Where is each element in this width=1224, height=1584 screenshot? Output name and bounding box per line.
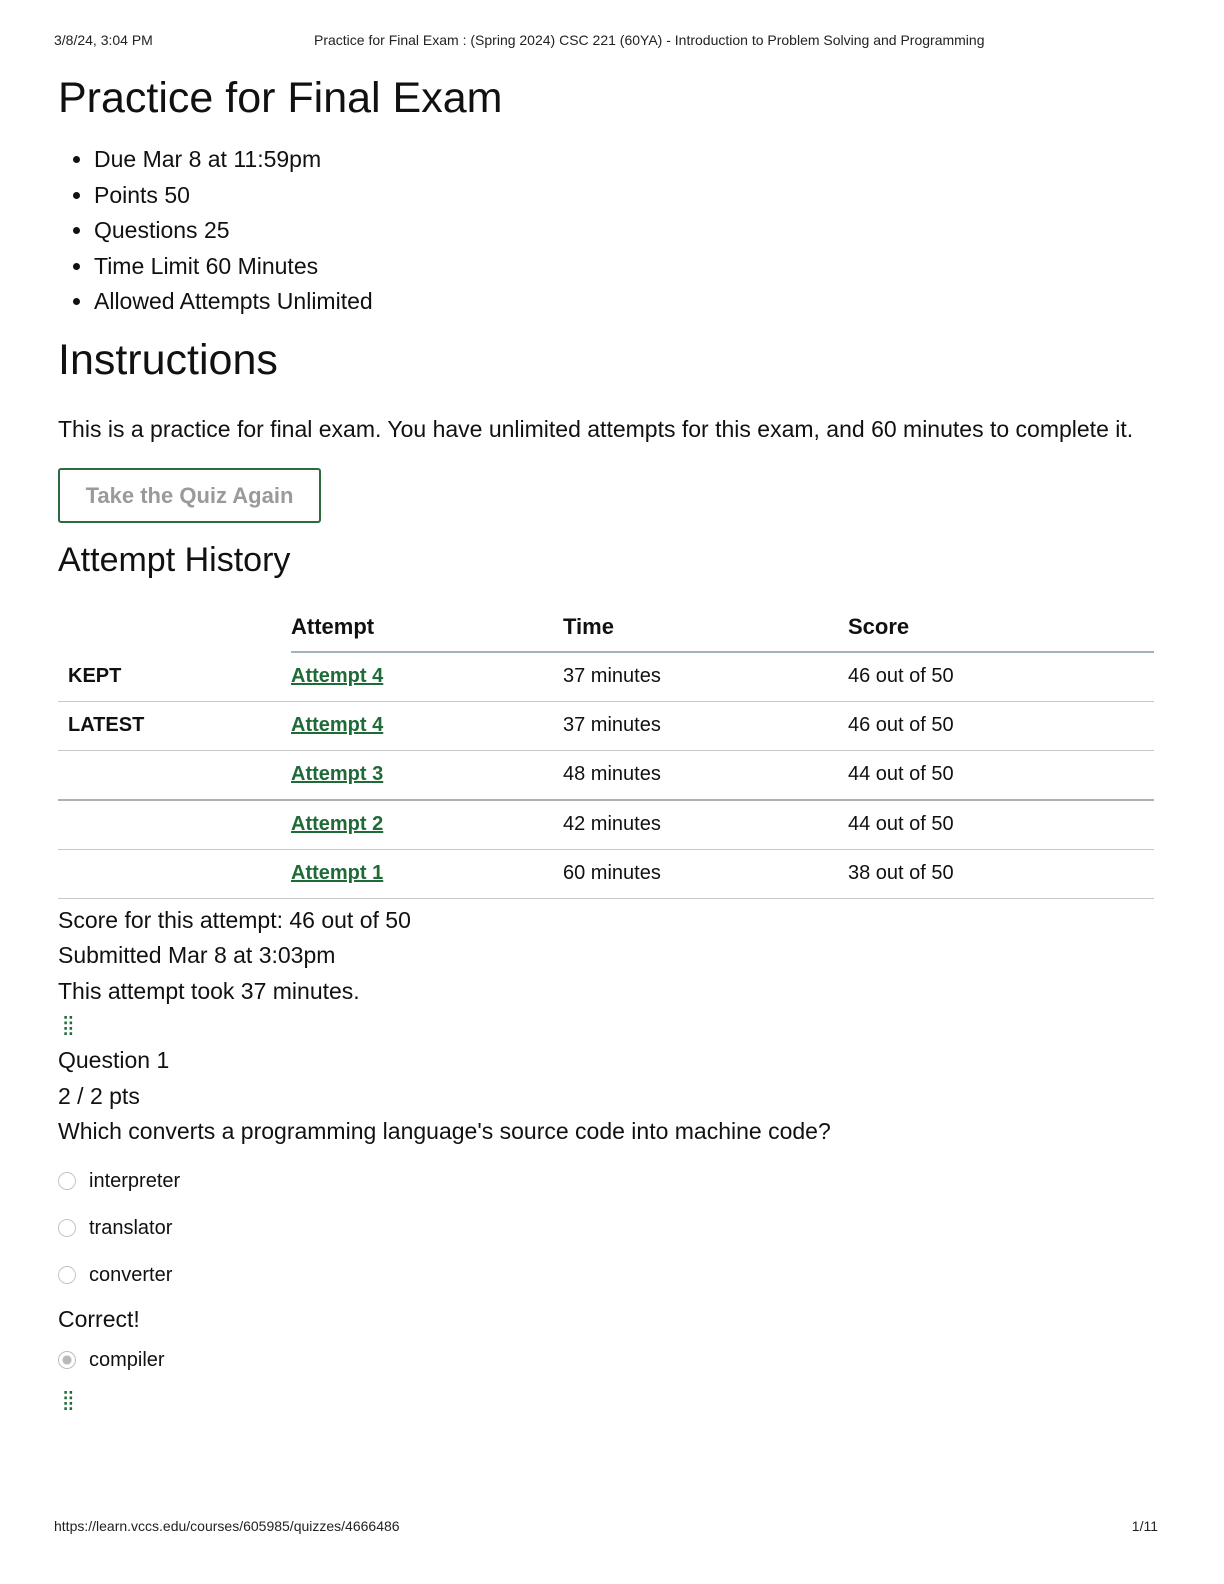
drag-handle-icon[interactable]: ⁞⁞ (62, 1385, 73, 1416)
score-cell: 38 out of 50 (848, 849, 1154, 898)
column-header-attempt: Attempt (291, 603, 563, 652)
attempt-cell (291, 800, 563, 850)
row-label (58, 750, 291, 800)
attempt-link[interactable]: Attempt 3 (291, 763, 384, 785)
question-number: Question 1 (58, 1047, 170, 1073)
table-row (58, 652, 1154, 702)
time-cell: 48 minutes (563, 750, 848, 800)
attempt-cell (291, 750, 563, 800)
print-doc-title: Practice for Final Exam : (Spring 2024) CSC 221 (60YA) - Introduction to Problem Solving and Programming (314, 32, 985, 48)
attempt-submitted: Submitted Mar 8 at 3:03pm (58, 942, 336, 968)
table-row (58, 800, 1154, 850)
detail-allowed-attempts: • Allowed Attempts Unlimited (94, 284, 1154, 320)
radio-unselected-icon[interactable] (58, 1172, 76, 1190)
print-datetime: 3/8/24, 3:04 PM (54, 32, 153, 48)
attempt-history-heading: Attempt History (58, 540, 291, 579)
quiz-details-list (58, 142, 1154, 320)
row-label (58, 800, 291, 850)
radio-selected-icon[interactable] (58, 1351, 76, 1369)
take-quiz-again-button[interactable]: Take the Quiz Again (58, 468, 321, 523)
answer-option-selected (58, 1337, 1154, 1384)
score-cell: 46 out of 50 (848, 701, 1154, 750)
score-cell: 44 out of 50 (848, 750, 1154, 800)
drag-handle-icon[interactable]: ⁞⁞ (62, 1011, 73, 1041)
table-header-row (58, 603, 1154, 652)
detail-time-limit: • Time Limit 60 Minutes (94, 249, 1154, 285)
column-header-label (58, 603, 291, 652)
attempt-link[interactable]: Attempt 4 (291, 714, 384, 736)
page-title: Practice for Final Exam (58, 74, 503, 122)
time-cell: 60 minutes (563, 849, 848, 898)
row-label: KEPT (58, 652, 291, 702)
attempt-summary (58, 903, 1154, 1010)
correct-label: Correct! (58, 1305, 140, 1332)
question-points: 2 / 2 pts (58, 1082, 140, 1109)
answer-option (58, 1158, 1154, 1205)
answer-text: converter (89, 1263, 173, 1286)
answer-text: compiler (89, 1348, 165, 1371)
attempt-score: Score for this attempt: 46 out of 50 (58, 906, 411, 933)
attempt-cell (291, 652, 563, 702)
print-header (54, 32, 1170, 52)
instructions-text: This is a practice for final exam. You have unlimited attempts for this exam, and 60 minutes to complete it. (58, 415, 1134, 442)
answer-list (58, 1158, 1154, 1299)
print-url: https://learn.vccs.edu/courses/605985/quizzes/4666486 (54, 1518, 400, 1534)
attempt-duration: This attempt took 37 minutes. (58, 977, 360, 1004)
main-content (58, 72, 1154, 1418)
score-cell: 46 out of 50 (848, 652, 1154, 702)
question-text: Which converts a programming language's source code into machine code? (58, 1118, 831, 1144)
answer-option (58, 1252, 1154, 1299)
row-label: LATEST (58, 701, 291, 750)
row-label (58, 849, 291, 898)
attempt-link[interactable]: Attempt 2 (291, 813, 384, 835)
attempt-history-table (58, 603, 1154, 899)
table-row (58, 750, 1154, 800)
table-row (58, 701, 1154, 750)
table-row (58, 849, 1154, 898)
detail-questions: • Questions 25 (94, 213, 1154, 249)
answer-option (58, 1205, 1154, 1252)
time-cell: 37 minutes (563, 701, 848, 750)
instructions-heading: Instructions (58, 335, 278, 384)
question-block (58, 1043, 1154, 1150)
time-cell: 42 minutes (563, 800, 848, 850)
answer-text: interpreter (89, 1169, 181, 1192)
print-page-number: 1/11 (1131, 1518, 1158, 1534)
time-cell: 37 minutes (563, 652, 848, 702)
score-cell: 44 out of 50 (848, 800, 1154, 850)
radio-unselected-icon[interactable] (58, 1219, 76, 1237)
column-header-time: Time (563, 603, 848, 652)
radio-unselected-icon[interactable] (58, 1266, 76, 1284)
attempt-cell (291, 849, 563, 898)
detail-due: • Due Mar 8 at 11:59pm (94, 142, 1154, 178)
column-header-score: Score (848, 603, 1154, 652)
attempt-link[interactable]: Attempt 1 (291, 862, 384, 884)
attempt-link[interactable]: Attempt 4 (291, 665, 384, 687)
answer-text: translator (89, 1216, 173, 1239)
detail-points: • Points 50 (94, 178, 1154, 214)
attempt-cell (291, 701, 563, 750)
